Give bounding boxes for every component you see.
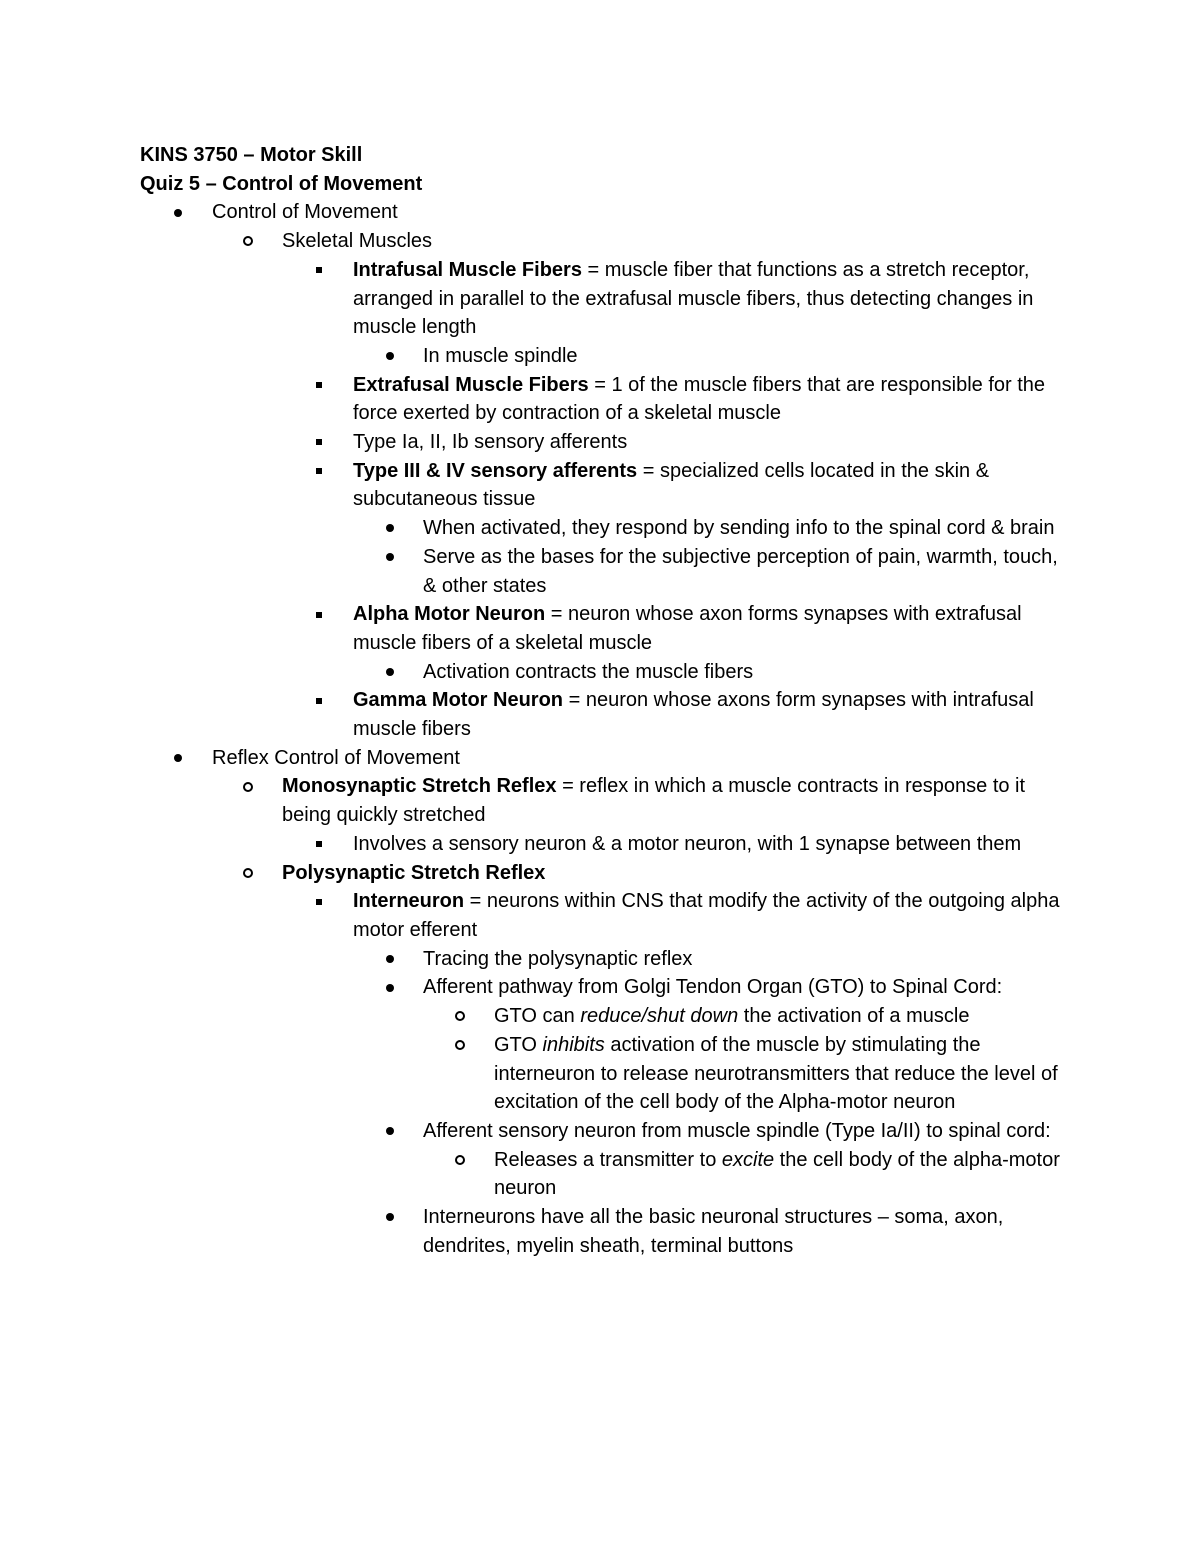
list-item: [140, 772, 1072, 829]
emphasis: reduce/shut down: [580, 1005, 739, 1028]
bullet-circle-icon: [453, 1031, 467, 1060]
bullet-square-icon: [312, 686, 326, 715]
definition: = neurons within CNS that modify the activity of the outgoing alpha motor efferent: [353, 890, 1060, 941]
bullet-disc-icon: [383, 1117, 397, 1146]
bullet-square-icon: [312, 428, 326, 457]
bullet-circle-icon: [241, 859, 255, 888]
item-text: Control of Movement: [212, 201, 398, 224]
item-text: Tracing the polysynaptic reflex: [423, 947, 693, 970]
list-item: [140, 859, 1072, 888]
page-title: KINS 3750 – Motor Skill: [140, 144, 363, 166]
list-item: [140, 514, 1063, 543]
term: Monosynaptic Stretch Reflex: [282, 775, 557, 798]
bullet-square-icon: [312, 371, 326, 400]
list-item: [140, 1117, 1063, 1146]
bullet-disc-icon: [383, 342, 397, 371]
definition: = reflex in which a muscle contracts in response to it being quickly stretched: [282, 775, 1026, 827]
list-item: [140, 658, 1063, 687]
list-item: [140, 1146, 1064, 1203]
list-item: [140, 1203, 1063, 1260]
list-item: [140, 1002, 1064, 1031]
bullet-disc-icon: [383, 973, 397, 1002]
list-item: [140, 342, 1063, 371]
bullet-disc-icon: [383, 514, 397, 543]
list-item: [140, 371, 1063, 428]
item-text: Serve as the bases for the subjective perception of pain, warmth, touch, & other states: [423, 545, 1058, 597]
list-item: [140, 198, 1072, 227]
term: Interneuron: [353, 890, 465, 913]
term: Gamma Motor Neuron: [353, 689, 564, 712]
bullet-square-icon: [312, 600, 326, 629]
list-item: [140, 887, 1063, 944]
list-item: [140, 600, 1063, 657]
bullet-square-icon: [312, 256, 326, 285]
emphasis: inhibits: [542, 1033, 605, 1056]
notes-body: [140, 141, 1070, 1260]
item-text: In muscle spindle: [423, 344, 578, 367]
bullet-disc-icon: [171, 744, 185, 773]
definition: = neuron whose axons form synapses with intrafusal muscle fibers: [353, 689, 1034, 741]
definition: = 1 of the muscle fibers that are responsible for the force exerted by contraction of a skeletal muscle: [353, 373, 1046, 425]
item-text: GTO: [494, 1033, 543, 1056]
definition: = neuron whose axon forms synapses with extrafusal muscle fibers of a skeletal muscle: [353, 603, 1022, 654]
list-item: [140, 457, 1063, 514]
list-item: [140, 543, 1063, 600]
list-item: [140, 256, 1063, 342]
bullet-square-icon: [312, 830, 326, 859]
item-text: Afferent sensory neuron from muscle spindle (Type Ia/II) to spinal cord:: [423, 1119, 1051, 1142]
bullet-circle-icon: [241, 227, 255, 256]
term: Polysynaptic Stretch Reflex: [282, 861, 546, 884]
item-text: Activation contracts the muscle fibers: [423, 660, 754, 683]
list-item: [140, 830, 1063, 859]
definition: = muscle fiber that functions as a stretch receptor, arranged in parallel to the extrafusal muscle fibers, thus detecting changes in muscle length: [353, 258, 1034, 339]
term: Intrafusal Muscle Fibers: [353, 258, 582, 281]
item-text: Involves a sensory neuron & a motor neuron, with 1 synapse between them: [353, 832, 1022, 855]
item-text: Afferent pathway from Golgi Tendon Organ (GTO) to Spinal Cord:: [423, 976, 1003, 999]
emphasis: excite: [721, 1148, 775, 1171]
bullet-disc-icon: [383, 543, 397, 572]
item-text: activation of the muscle by stimulating the interneuron to release neurotransmitters that reduce the level of excitation of the cell body of the Alpha-motor neuron: [494, 1033, 1058, 1114]
item-text: When activated, they respond by sending info to the spinal cord & brain: [423, 517, 1055, 540]
term: Type III & IV sensory afferents: [353, 459, 638, 482]
item-text: Reflex Control of Movement: [212, 746, 460, 769]
bullet-square-icon: [312, 457, 326, 486]
list-item: [140, 744, 1072, 773]
bullet-disc-icon: [171, 198, 185, 227]
page-subtitle: Quiz 5 – Control of Movement: [140, 172, 423, 195]
bullet-circle-icon: [453, 1146, 467, 1175]
item-text: Interneurons have all the basic neuronal structures – soma, axon, dendrites, myelin sheath, terminal buttons: [423, 1206, 1004, 1257]
list-item: [140, 945, 1063, 974]
item-text: GTO can: [494, 1005, 581, 1028]
list-item: [140, 227, 1072, 256]
item-text: Releases a transmitter to: [494, 1148, 722, 1171]
term: Extrafusal Muscle Fibers: [353, 373, 589, 396]
bullet-disc-icon: [383, 658, 397, 687]
list-item: [140, 686, 1063, 743]
bullet-square-icon: [312, 887, 326, 916]
bullet-disc-icon: [383, 1203, 397, 1232]
bullet-circle-icon: [241, 772, 255, 801]
list-item: [140, 428, 1063, 457]
item-text: Skeletal Muscles: [282, 230, 433, 253]
bullet-circle-icon: [453, 1002, 467, 1031]
list-item: [140, 973, 1063, 1002]
item-text: the cell body of the alpha-motor neuron: [494, 1148, 1060, 1200]
bullet-disc-icon: [383, 945, 397, 974]
item-text: Type Ia, II, Ib sensory afferents: [353, 431, 628, 454]
item-text: the activation of a muscle: [738, 1005, 970, 1028]
list-item: [140, 1031, 1064, 1117]
definition: = specialized cells located in the skin & subcutaneous tissue: [353, 459, 990, 511]
term: Alpha Motor Neuron: [353, 603, 546, 626]
